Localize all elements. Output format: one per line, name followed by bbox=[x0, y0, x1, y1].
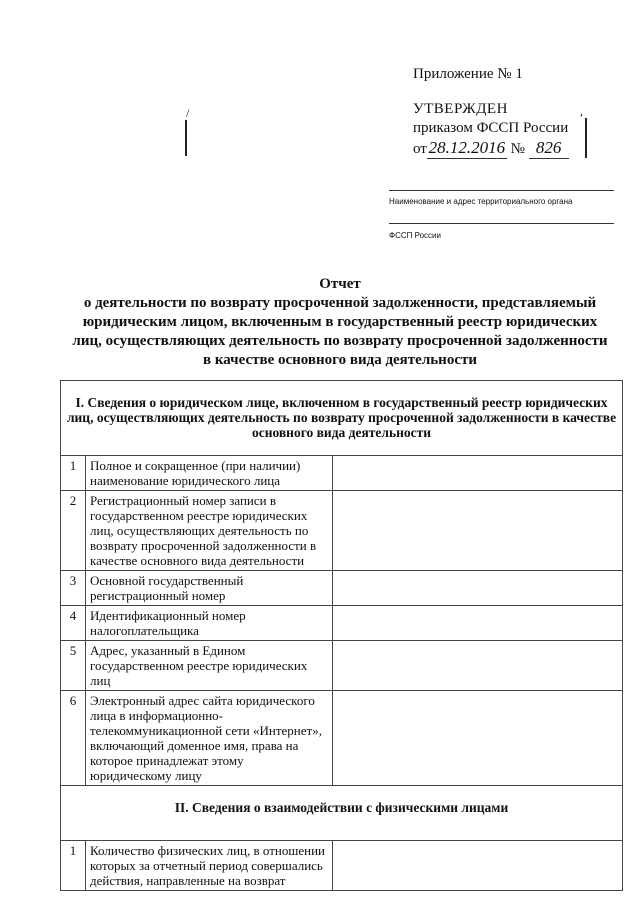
date-prefix: от bbox=[413, 141, 427, 157]
title-line-3: лиц, осуществляющих деятельность по возврату просроченной задолженности bbox=[72, 333, 608, 349]
row-label: Электронный адрес сайта юридического лица в информационно-телекоммуникационной сети «Интернет», включающий доменное имя, права на которое принадлежат этому юридическому лицу bbox=[86, 691, 333, 786]
row-value[interactable] bbox=[333, 606, 623, 641]
table-row bbox=[61, 641, 623, 691]
row-label: Регистрационный номер записи в государственном реестре юридических лиц, осуществляющих деятельность по возврату просроченной задолженности в качестве основного вида деятельности bbox=[86, 491, 333, 571]
row-value[interactable] bbox=[333, 641, 623, 691]
table-row bbox=[61, 456, 623, 491]
title-heading: Отчет bbox=[319, 276, 361, 292]
authority-name: ФССП России bbox=[389, 231, 441, 240]
table-row bbox=[61, 606, 623, 641]
report-table bbox=[60, 380, 623, 891]
table-row bbox=[61, 841, 623, 891]
row-label: Адрес, указанный в Едином государственном реестре юридических лиц bbox=[86, 641, 333, 691]
section-2-title: II. Сведения о взаимодействии с физическими лицами bbox=[61, 786, 623, 841]
row-number: 4 bbox=[61, 606, 86, 641]
table-row bbox=[61, 491, 623, 571]
row-value[interactable] bbox=[333, 691, 623, 786]
section-1-header bbox=[61, 381, 623, 456]
row-value[interactable] bbox=[333, 841, 623, 891]
scan-tick-right: , bbox=[580, 104, 583, 118]
row-number: 1 bbox=[61, 841, 86, 891]
scan-tick-left: / bbox=[186, 106, 190, 120]
row-number: 5 bbox=[61, 641, 86, 691]
scan-mark-left bbox=[185, 120, 187, 156]
row-number: 2 bbox=[61, 491, 86, 571]
table-row bbox=[61, 571, 623, 606]
section-1-title: I. Сведения о юридическом лице, включенном в государственный реестр юридических лиц, осуществляющих деятельность по возврату просроченной задолженности в качестве основного вида деятельности bbox=[61, 381, 623, 456]
title-line-4: в качестве основного вида деятельности bbox=[203, 352, 477, 368]
row-label: Основной государственный регистрационный номер bbox=[86, 571, 333, 606]
row-label: Количество физических лиц, в отношении которых за отчетный период совершались действия, направленные на возврат bbox=[86, 841, 333, 891]
table-row bbox=[61, 691, 623, 786]
title-line-2: юридическим лицом, включенным в государственный реестр юридических bbox=[82, 314, 598, 330]
row-value[interactable] bbox=[333, 571, 623, 606]
row-number: 6 bbox=[61, 691, 86, 786]
title-line-1: о деятельности по возврату просроченной задолженности, представляемый bbox=[83, 295, 597, 311]
row-value[interactable] bbox=[333, 491, 623, 571]
authority-rule-2 bbox=[389, 223, 614, 224]
order-number: 826 bbox=[529, 138, 569, 159]
row-value[interactable] bbox=[333, 456, 623, 491]
section-2-header bbox=[61, 786, 623, 841]
row-label: Идентификационный номер налогоплательщика bbox=[86, 606, 333, 641]
row-number: 3 bbox=[61, 571, 86, 606]
approved-label: УТВЕРЖДЕН bbox=[413, 101, 508, 117]
number-prefix: № bbox=[510, 141, 525, 157]
appendix-label: Приложение № 1 bbox=[413, 66, 523, 82]
order-date: 28.12.2016 bbox=[428, 138, 506, 157]
authority-rule-1 bbox=[389, 190, 614, 191]
report-title bbox=[60, 275, 620, 370]
order-label: приказом ФССП России bbox=[413, 120, 569, 136]
order-date-line bbox=[413, 138, 603, 159]
authority-caption: Наименование и адрес территориального органа bbox=[389, 197, 573, 206]
row-number: 1 bbox=[61, 456, 86, 491]
row-label: Полное и сокращенное (при наличии) наименование юридического лица bbox=[86, 456, 333, 491]
